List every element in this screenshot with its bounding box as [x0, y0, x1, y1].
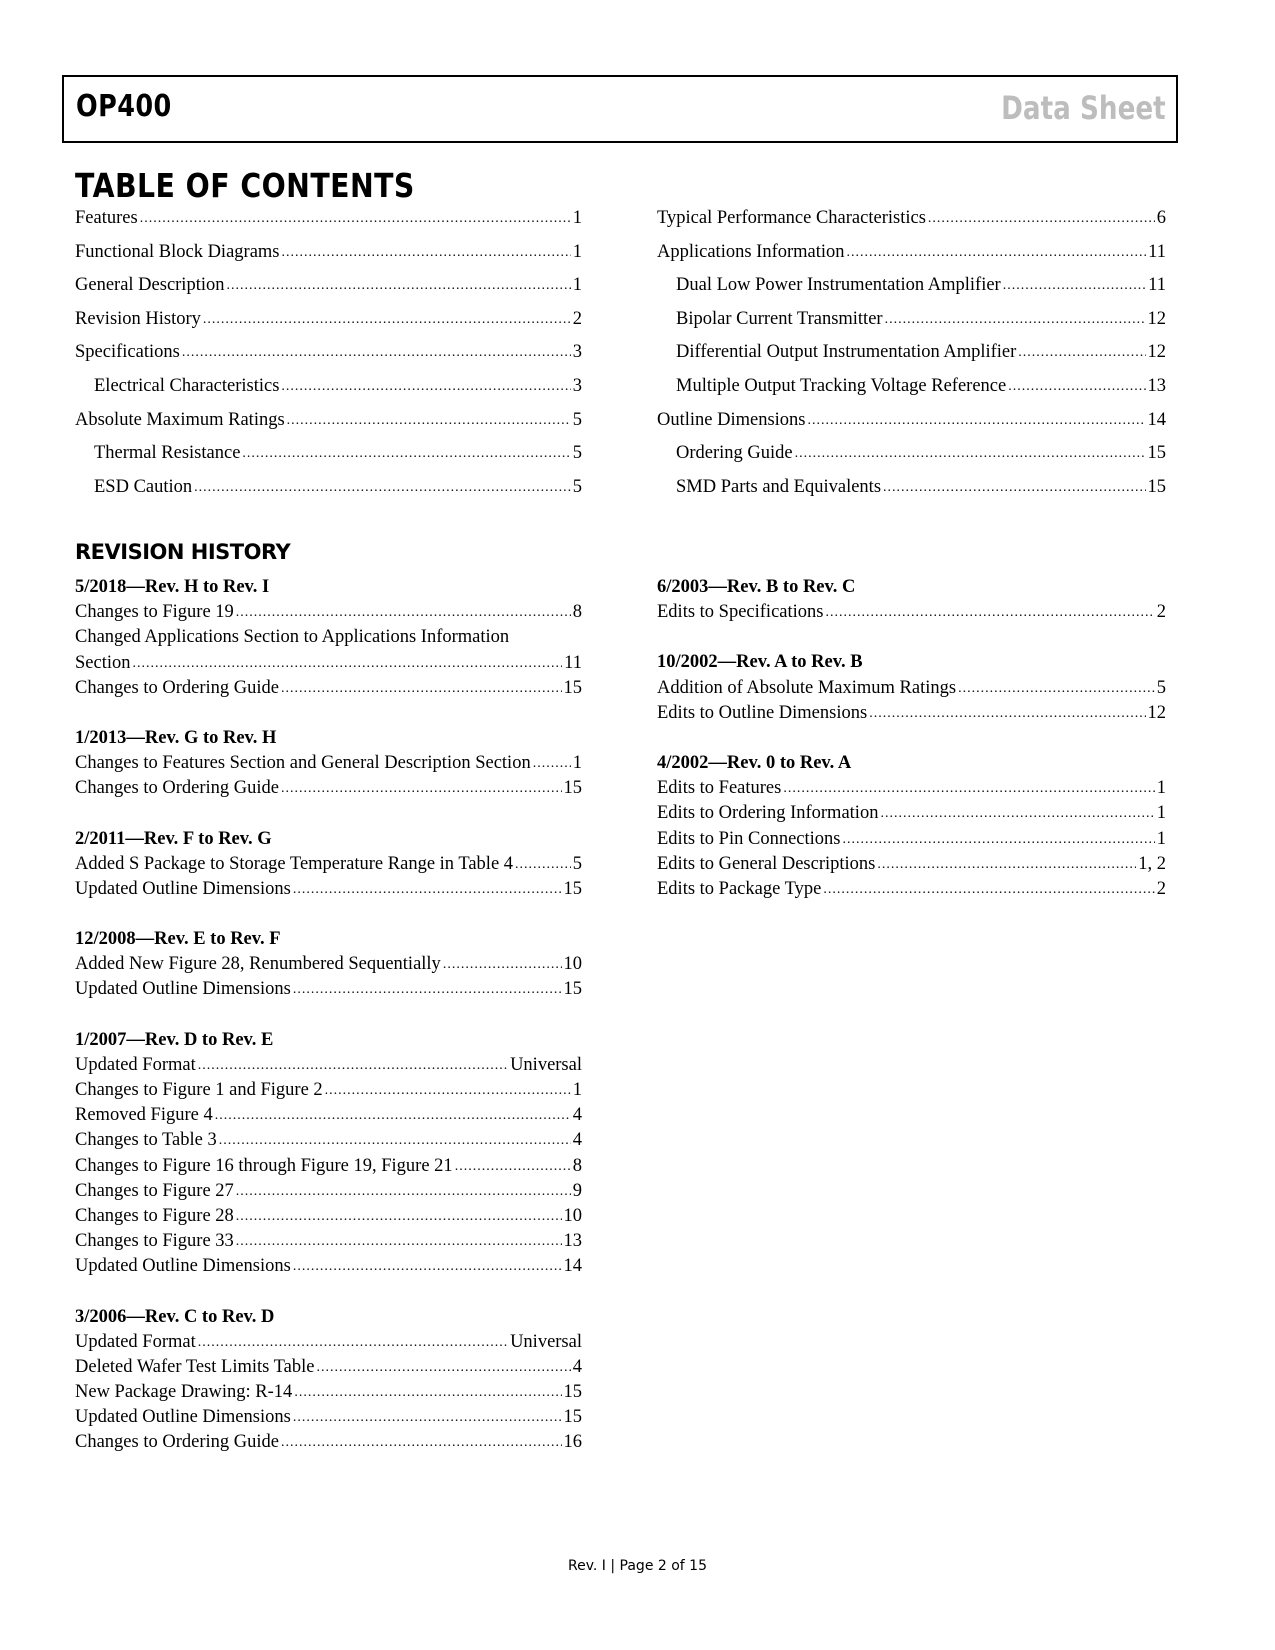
dot-leader — [1008, 370, 1145, 404]
toc-entry-page: 5 — [572, 476, 582, 497]
revision-change-page: 15 — [563, 979, 582, 1000]
dot-leader — [795, 437, 1146, 471]
revision-heading: 1/2013—Rev. G to Rev. H — [75, 727, 277, 748]
toc-entry-page: 15 — [1147, 476, 1166, 497]
revision-heading: 2/2011—Rev. F to Rev. G — [75, 828, 272, 849]
dot-leader — [847, 236, 1147, 270]
dot-leader — [1003, 269, 1146, 303]
dot-leader — [455, 1154, 571, 1179]
revision-change-label: Edits to Outline Dimensions — [657, 702, 868, 723]
revision-entry — [75, 1305, 582, 1456]
revision-change-label: Changes to Figure 28 — [75, 1205, 234, 1226]
toc-entry-label: Functional Block Diagrams — [75, 241, 280, 262]
revision-change-page: 11 — [564, 652, 582, 673]
revision-change-page: 4 — [572, 1105, 582, 1126]
dot-leader — [877, 852, 1136, 877]
dot-leader — [236, 1179, 571, 1204]
toc-entry[interactable] — [75, 336, 582, 370]
revision-change-page: 4 — [572, 1356, 582, 1377]
revision-change-page: 10 — [563, 954, 582, 975]
toc-entry-label: Features — [75, 208, 138, 228]
revision-change-label: Updated Format — [75, 1331, 196, 1352]
dot-leader — [316, 1355, 570, 1380]
dot-leader — [226, 269, 570, 303]
revision-heading: 12/2008—Rev. E to Rev. F — [75, 929, 281, 950]
revision-change-label: Changes to Features Section and General Description Section — [75, 753, 531, 774]
dot-leader — [325, 1078, 571, 1103]
dot-leader — [294, 1380, 561, 1405]
dot-leader — [293, 1405, 562, 1430]
dot-leader — [293, 877, 562, 902]
revision-change-label: Edits to Features — [657, 778, 782, 799]
revision-change-page: 4 — [572, 1130, 582, 1151]
revision-change-label: Updated Outline Dimensions — [75, 1256, 291, 1277]
dot-leader — [281, 776, 562, 801]
revision-change[interactable] — [75, 1154, 582, 1179]
revision-change[interactable] — [75, 852, 582, 877]
toc-entry[interactable] — [657, 471, 1166, 505]
revision-change-page: 15 — [563, 1407, 582, 1428]
dot-leader — [880, 801, 1154, 826]
revision-change-page: 1, 2 — [1138, 853, 1166, 874]
revision-change[interactable] — [75, 877, 582, 902]
revision-change[interactable] — [657, 600, 1166, 625]
revision-change[interactable] — [75, 1355, 582, 1380]
revision-heading: 1/2007—Rev. D to Rev. E — [75, 1029, 274, 1050]
dot-leader — [215, 1103, 571, 1128]
revision-change[interactable] — [75, 600, 582, 625]
revision-entry — [75, 827, 582, 903]
dot-leader — [242, 437, 570, 471]
dot-leader — [869, 701, 1145, 726]
toc-entry[interactable] — [657, 336, 1166, 370]
dot-leader — [823, 877, 1154, 902]
revision-change-page: 15 — [563, 677, 582, 698]
toc-entry[interactable] — [75, 303, 582, 337]
revision-change[interactable] — [75, 1078, 582, 1103]
revision-change-page: 10 — [563, 1205, 582, 1226]
toc-entry-page: 5 — [572, 443, 582, 464]
revision-change-label: Updated Outline Dimensions — [75, 979, 291, 1000]
revision-change-page: 16 — [563, 1432, 582, 1453]
revision-change[interactable] — [657, 776, 1166, 801]
revision-heading: 6/2003—Rev. B to Rev. C — [657, 577, 856, 597]
dot-leader — [236, 600, 571, 625]
toc-entry-label: ESD Caution — [94, 476, 193, 497]
dot-leader — [133, 651, 563, 676]
toc-entry[interactable] — [75, 269, 582, 303]
toc-entry-page: 15 — [1147, 443, 1166, 464]
revision-change-label: Added S Package to Storage Temperature Range in Table 4 — [75, 853, 514, 874]
revision-entry — [75, 1028, 582, 1280]
toc-entry[interactable] — [75, 471, 582, 505]
revision-entry — [75, 575, 582, 701]
revision-change-label: Changes to Figure 27 — [75, 1180, 234, 1201]
revision-heading: 10/2002—Rev. A to Rev. B — [657, 652, 863, 673]
revision-change-page: 14 — [563, 1256, 582, 1277]
revision-change[interactable] — [75, 676, 582, 701]
revision-change[interactable] — [75, 1229, 582, 1254]
toc-entry[interactable] — [75, 236, 582, 270]
dot-leader — [203, 303, 571, 337]
revision-history-title: REVISION HISTORY — [75, 540, 291, 564]
toc-entry-label: Revision History — [75, 308, 201, 329]
revision-change[interactable] — [657, 852, 1166, 877]
dot-leader — [928, 202, 1155, 236]
toc-title: TABLE OF CONTENTS — [75, 166, 415, 205]
revision-change-page: 1 — [572, 1080, 582, 1100]
revision-heading: 3/2006—Rev. C to Rev. D — [75, 1306, 275, 1327]
revision-change[interactable] — [75, 977, 582, 1002]
revision-heading: 4/2002—Rev. 0 to Rev. A — [657, 752, 852, 773]
toc-entry-page: 12 — [1147, 308, 1166, 329]
revision-change[interactable] — [75, 1103, 582, 1128]
revision-change-label: Addition of Absolute Maximum Ratings — [657, 677, 957, 698]
revision-change[interactable] — [75, 1053, 582, 1078]
revision-change-label: New Package Drawing: R-14 — [75, 1382, 293, 1403]
revision-change-page: 15 — [563, 1382, 582, 1403]
toc-entry[interactable] — [657, 437, 1166, 471]
document-type: Data Sheet — [1001, 89, 1166, 127]
toc-entry-page: 13 — [1147, 375, 1166, 396]
revision-change-label: Added New Figure 28, Renumbered Sequentially — [75, 954, 441, 975]
revision-change-label: Edits to General Descriptions — [657, 853, 876, 874]
revision-entry — [75, 726, 582, 802]
revision-change-label: Changes to Ordering Guide — [75, 677, 279, 698]
revision-change[interactable] — [75, 1330, 582, 1355]
revision-change-page: 5 — [572, 853, 582, 874]
dot-leader — [182, 336, 571, 370]
dot-leader — [883, 471, 1145, 505]
revision-change[interactable] — [75, 751, 582, 776]
page-footer: Rev. I | Page 2 of 15 — [567, 1558, 707, 1574]
revision-change-page: 5 — [1156, 677, 1166, 698]
revision-change-page: Universal — [510, 1331, 582, 1352]
toc-entry-page: 1 — [572, 241, 582, 262]
revision-change[interactable] — [657, 676, 1166, 701]
toc-entry-page: 12 — [1147, 342, 1166, 363]
revision-change[interactable] — [75, 1128, 582, 1153]
revision-change-page: 12 — [1147, 702, 1166, 723]
revision-entry — [657, 751, 1166, 902]
toc-entry-label: SMD Parts and Equivalents — [676, 476, 882, 497]
revision-entry — [657, 650, 1166, 726]
revision-change-label: Edits to Pin Connections — [657, 828, 841, 849]
toc-entry[interactable] — [75, 404, 582, 438]
toc-entry-label: Differential Output Instrumentation Amplifier — [676, 342, 1017, 363]
revision-change[interactable] — [75, 776, 582, 801]
revision-change-page: 2 — [1156, 602, 1166, 623]
revision-change-label: Updated Outline Dimensions — [75, 1407, 291, 1428]
toc-entry-label: General Description — [75, 275, 225, 296]
dot-leader — [293, 1254, 562, 1279]
toc-entry-page: 3 — [572, 342, 582, 363]
toc-entry-page: 5 — [572, 409, 582, 430]
toc-entry-label: Applications Information — [657, 241, 845, 262]
revision-change-page: 9 — [572, 1180, 582, 1201]
revision-change[interactable] — [657, 827, 1166, 852]
revision-change-label: Edits to Ordering Information — [657, 803, 879, 824]
dot-leader — [808, 404, 1146, 438]
toc-right-column — [657, 202, 1166, 504]
toc-entry-page: 11 — [1148, 275, 1166, 296]
toc-entry-page: 1 — [572, 208, 582, 228]
dot-leader — [140, 202, 571, 236]
revision-entry — [657, 575, 1166, 625]
dot-leader — [219, 1128, 571, 1153]
revision-history-left-column — [75, 575, 582, 1481]
toc-entry-label: Thermal Resistance — [94, 443, 241, 464]
toc-entry-label: Outline Dimensions — [657, 409, 806, 430]
revision-change[interactable] — [75, 1405, 582, 1430]
toc-entry-label: Bipolar Current Transmitter — [676, 308, 883, 329]
dot-leader — [515, 852, 571, 877]
revision-change[interactable] — [657, 701, 1166, 726]
toc-entry[interactable] — [75, 437, 582, 471]
revision-entry — [75, 927, 582, 1003]
dot-leader — [842, 827, 1154, 852]
revision-change-text: Changed Applications Section to Applications Information — [75, 627, 510, 648]
dot-leader — [198, 1053, 508, 1078]
part-number: OP400 — [76, 89, 172, 124]
toc-entry-label: Multiple Output Tracking Voltage Reference — [676, 375, 1007, 396]
revision-change-label: Changes to Ordering Guide — [75, 778, 279, 799]
dot-leader — [825, 600, 1154, 625]
toc-entry-page: 6 — [1156, 208, 1166, 228]
revision-change-page: 13 — [563, 1231, 582, 1252]
dot-leader — [443, 952, 562, 977]
dot-leader — [293, 977, 562, 1002]
toc-entry[interactable] — [657, 236, 1166, 270]
revision-change-label: Updated Format — [75, 1054, 196, 1075]
revision-change-page: 8 — [572, 602, 582, 623]
toc-entry[interactable] — [657, 202, 1166, 236]
toc-entry[interactable] — [657, 404, 1166, 438]
toc-entry[interactable] — [75, 370, 582, 404]
revision-change-page: 8 — [572, 1155, 582, 1176]
revision-change-page: 15 — [563, 878, 582, 899]
revision-change-label: Changes to Figure 33 — [75, 1231, 234, 1252]
revision-history-right-column — [657, 575, 1166, 927]
revision-change-page: Universal — [510, 1054, 582, 1075]
revision-change-page: 2 — [1156, 878, 1166, 899]
toc-entry[interactable] — [75, 202, 582, 236]
revision-change-page: 1 — [1156, 828, 1166, 849]
toc-left-column — [75, 202, 582, 504]
toc-entry-page: 1 — [572, 275, 582, 296]
revision-change-page: 1 — [1156, 778, 1166, 799]
dot-leader — [281, 676, 562, 701]
revision-change[interactable] — [75, 1254, 582, 1279]
revision-change-label: Changes to Figure 16 through Figure 19, Figure 21 — [75, 1155, 453, 1176]
dot-leader — [1018, 336, 1145, 370]
dot-leader — [958, 676, 1155, 701]
revision-change-label: Changes to Ordering Guide — [75, 1432, 279, 1453]
revision-change[interactable] — [75, 1204, 582, 1229]
dot-leader — [281, 370, 570, 404]
dot-leader — [194, 471, 571, 505]
toc-entry-label: Specifications — [75, 342, 180, 363]
dot-leader — [281, 1430, 562, 1455]
dot-leader — [287, 404, 571, 438]
dot-leader — [236, 1229, 562, 1254]
toc-entry-page: 14 — [1147, 409, 1166, 430]
revision-change-label: Changes to Figure 19 — [75, 602, 234, 623]
toc-entry[interactable] — [657, 303, 1166, 337]
revision-change-label: Deleted Wafer Test Limits Table — [75, 1356, 315, 1377]
toc-entry[interactable] — [657, 269, 1166, 303]
dot-leader — [236, 1204, 562, 1229]
revision-change[interactable] — [657, 877, 1166, 902]
toc-entry-page: 3 — [572, 375, 582, 396]
toc-entry-label: Ordering Guide — [676, 443, 793, 464]
revision-change-page: 1 — [1156, 803, 1166, 824]
dot-leader — [282, 236, 571, 270]
revision-change[interactable] — [75, 1430, 582, 1455]
toc-entry-label: Typical Performance Characteristics — [657, 208, 926, 228]
revision-change-label: Changes to Table 3 — [75, 1130, 217, 1151]
page-header — [62, 75, 1178, 143]
revision-change[interactable] — [75, 1380, 582, 1405]
revision-change[interactable] — [75, 651, 582, 676]
revision-change-page: 15 — [563, 778, 582, 799]
revision-change[interactable] — [75, 952, 582, 977]
revision-change-label: Edits to Specifications — [657, 602, 824, 623]
dot-leader — [198, 1330, 508, 1355]
revision-change-label: Edits to Package Type — [657, 878, 822, 899]
revision-change-label: Changes to Figure 1 and Figure 2 — [75, 1080, 323, 1100]
toc-entry-label: Electrical Characteristics — [94, 375, 280, 396]
toc-entry[interactable] — [657, 370, 1166, 404]
dot-leader — [533, 751, 571, 776]
revision-change[interactable] — [657, 801, 1166, 826]
revision-change-label: Updated Outline Dimensions — [75, 878, 291, 899]
revision-change-page: 1 — [572, 753, 582, 774]
dot-leader — [885, 303, 1146, 337]
toc-entry-page: 2 — [572, 308, 582, 329]
toc-entry-label: Dual Low Power Instrumentation Amplifier — [676, 275, 1001, 296]
revision-heading: 5/2018—Rev. H to Rev. I — [75, 577, 270, 597]
toc-entry-label: Absolute Maximum Ratings — [75, 409, 285, 430]
revision-change[interactable] — [75, 1179, 582, 1204]
toc-entry-page: 11 — [1148, 241, 1166, 262]
revision-change-label: Removed Figure 4 — [75, 1105, 213, 1126]
revision-change-label: Section — [75, 652, 131, 673]
dot-leader — [783, 776, 1154, 801]
